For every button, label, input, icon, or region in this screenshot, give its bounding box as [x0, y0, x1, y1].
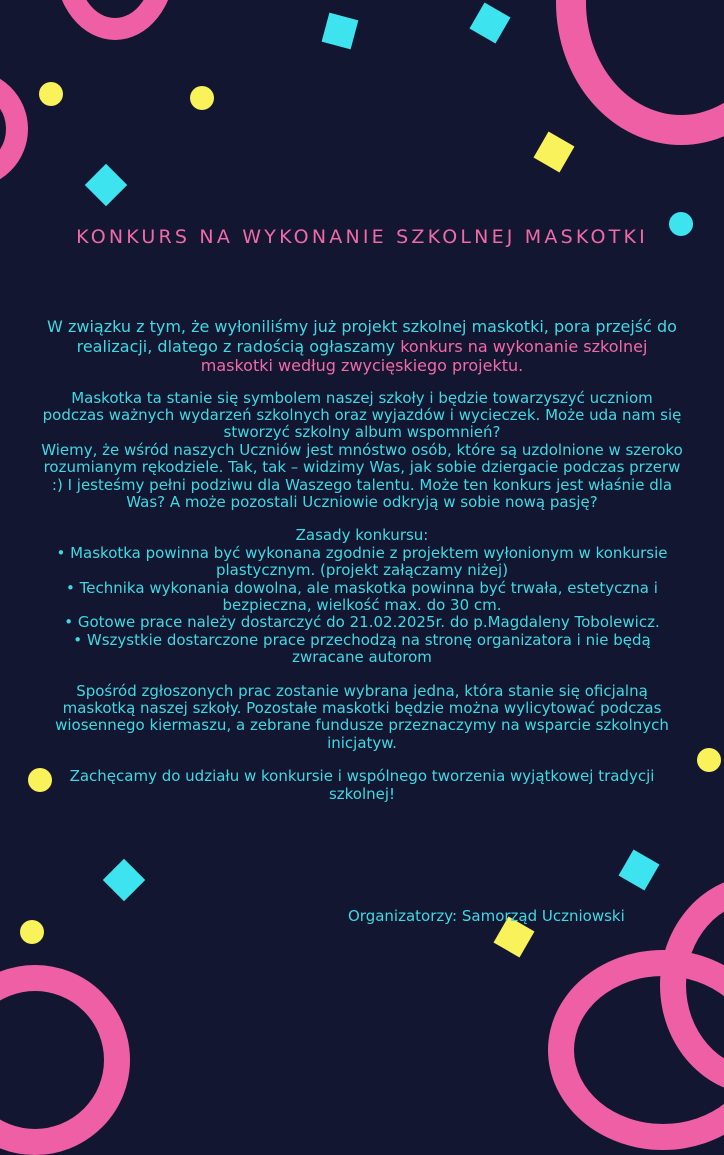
pink-ring-left	[0, 70, 28, 188]
rule-item: • Maskotka powinna być wykonana zgodnie z projektem wyłonionym w konkursie plastycznym. (projekt załączamy niżej)	[56, 543, 668, 580]
closing-paragraph-1: Spośród zgłoszonych prac zostanie wybrana jedna, która stanie się oficjalną maskotką naszej szkoły. Pozostałe maskotki będzie można wylicytować podczas wiosennego kiermaszu, a zebrane fundusze przeznaczymy na wsparcie szkolnych inicjatyw.	[55, 681, 669, 752]
intro-text: W związku z tym, że wyłoniliśmy już projekt szkolnej maskotki, pora przejść do realizacji, dlatego z radością ogłaszamy	[47, 317, 677, 356]
yellow-dot-2	[190, 86, 214, 110]
yellow-dot-5	[20, 920, 44, 944]
description-paragraph-2: Wiemy, że wśród naszych Uczniów jest mnóstwo osób, które są uzdolnione w szeroko rozumianym rękodziele. Tak, tak – widzimy Was, jak sobie dziergacie podczas przerw :) I jesteśmy pełni podziwu dla Waszego talentu. Może ten konkurs jest właśnie dla Was? A może pozostali Uczniowie odkryją w sobie nową pasję?	[41, 440, 683, 511]
page-title: KONKURS NA WYKONANIE SZKOLNEJ MASKOTKI	[76, 226, 648, 248]
rule-item: • Technika wykonania dowolna, ale maskotka powinna być trwała, estetyczna i bezpieczna, wielkość max. do 30 cm.	[66, 578, 658, 614]
closing-paragraph-2: Zachęcamy do udziału w konkursie i wspólnego tworzenia wyjątkowej tradycji szkolnej!	[69, 767, 655, 803]
signature: Organizatorzy: Samorząd Uczniowski	[348, 907, 625, 925]
cyan-square-1	[322, 13, 359, 50]
rules-list	[40, 545, 684, 667]
yellow-dot-4	[697, 748, 721, 772]
description-paragraph-1: Maskotka ta stanie się symbolem naszej szkoły i będzie towarzyszyć uczniom podczas ważnych wydarzeń szkolnych oraz wyjazdów i wycieczek. Może uda nam się stworzyć szkolny album wspomnień?	[42, 388, 682, 442]
yellow-dot-1	[39, 82, 63, 106]
pink-ring-top-right	[556, 0, 724, 145]
announcement-body	[40, 317, 684, 819]
rule-item: • Wszystkie dostarczone prace przechodzą na stronę organizatora i nie będą zwracane autorom	[73, 630, 651, 667]
description	[40, 390, 684, 512]
cyan-square-4	[103, 859, 145, 901]
pink-ring-bottom-left	[0, 965, 130, 1155]
pink-ring-bottom-right-lower	[548, 950, 724, 1150]
cyan-square-5	[619, 850, 660, 891]
pink-ring-top-left	[55, 0, 175, 40]
rules-heading: Zasady konkursu:	[295, 526, 429, 545]
cyan-square-3	[85, 164, 127, 206]
rule-item: • Gotowe prace należy dostarczyć do 21.02.2025r. do p.Magdaleny Tobolewicz.	[64, 613, 660, 632]
intro-highlight: konkurs na wykonanie szkolnej maskotki według zwycięskiego projektu.	[200, 336, 648, 375]
intro-paragraph	[40, 317, 684, 376]
cyan-square-2	[470, 3, 511, 44]
yellow-square-1	[534, 132, 575, 173]
rules-section	[40, 527, 684, 666]
